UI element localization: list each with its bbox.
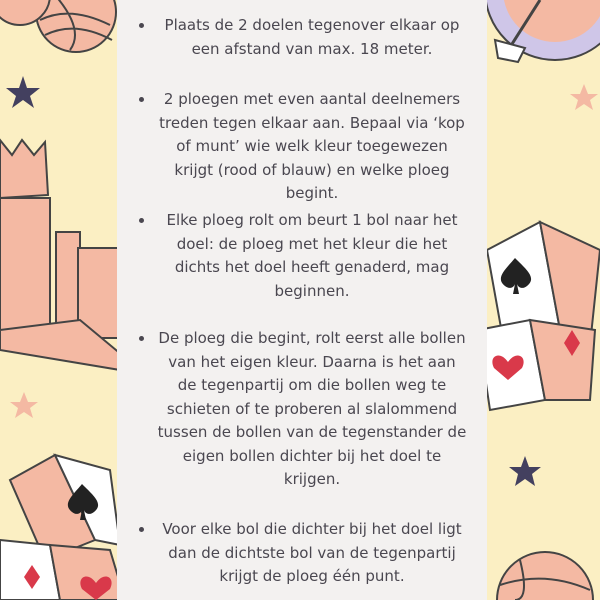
bullet-icon	[139, 97, 144, 102]
ball-icon	[497, 552, 593, 600]
card-house-illustration	[478, 222, 600, 410]
yarn-ball-icon	[0, 0, 116, 52]
rule-text: De ploeg die begint, rolt eerst alle bollen van het eigen kleur. Daarna is het aan de tegenpartij om die bollen weg te schieten of te proberen al slalommend tussen de bollen van de tegenstander de eigen bollen dichter bij het doel te krijgen.	[157, 329, 467, 488]
bullet-icon	[139, 218, 144, 223]
star-icon	[10, 392, 38, 418]
list-item	[117, 88, 487, 206]
bullet-icon	[139, 23, 144, 28]
rules-panel	[117, 0, 487, 600]
star-icon	[570, 84, 598, 110]
rule-text: Voor elke bol die dichter bij het doel ligt dan de dichtste bol van de tegenpartij krijgt de ploeg één punt.	[162, 520, 462, 585]
plate-icon	[485, 0, 600, 62]
castle-blocks-illustration	[0, 140, 128, 370]
rule-text: Plaats de 2 doelen tegenover elkaar op een afstand van max. 18 meter.	[164, 16, 460, 58]
list-item	[117, 14, 487, 61]
bullet-icon	[139, 336, 144, 341]
list-item	[117, 518, 487, 589]
bullet-icon	[139, 527, 144, 532]
star-icon	[509, 456, 541, 486]
list-item	[117, 209, 487, 303]
list-item	[117, 327, 487, 492]
star-icon	[6, 76, 40, 108]
rule-text: 2 ploegen met even aantal deelnemers treden tegen elkaar aan. Bepaal via ‘kop of munt’ wie welk kleur toegewezen krijgt (rood of blauw) en welke ploeg begint.	[159, 90, 465, 202]
rule-text: Elke ploeg rolt om beurt 1 bol naar het doel: de ploeg met het kleur die het dichts het doel heeft genaderd, mag beginnen.	[166, 211, 458, 300]
